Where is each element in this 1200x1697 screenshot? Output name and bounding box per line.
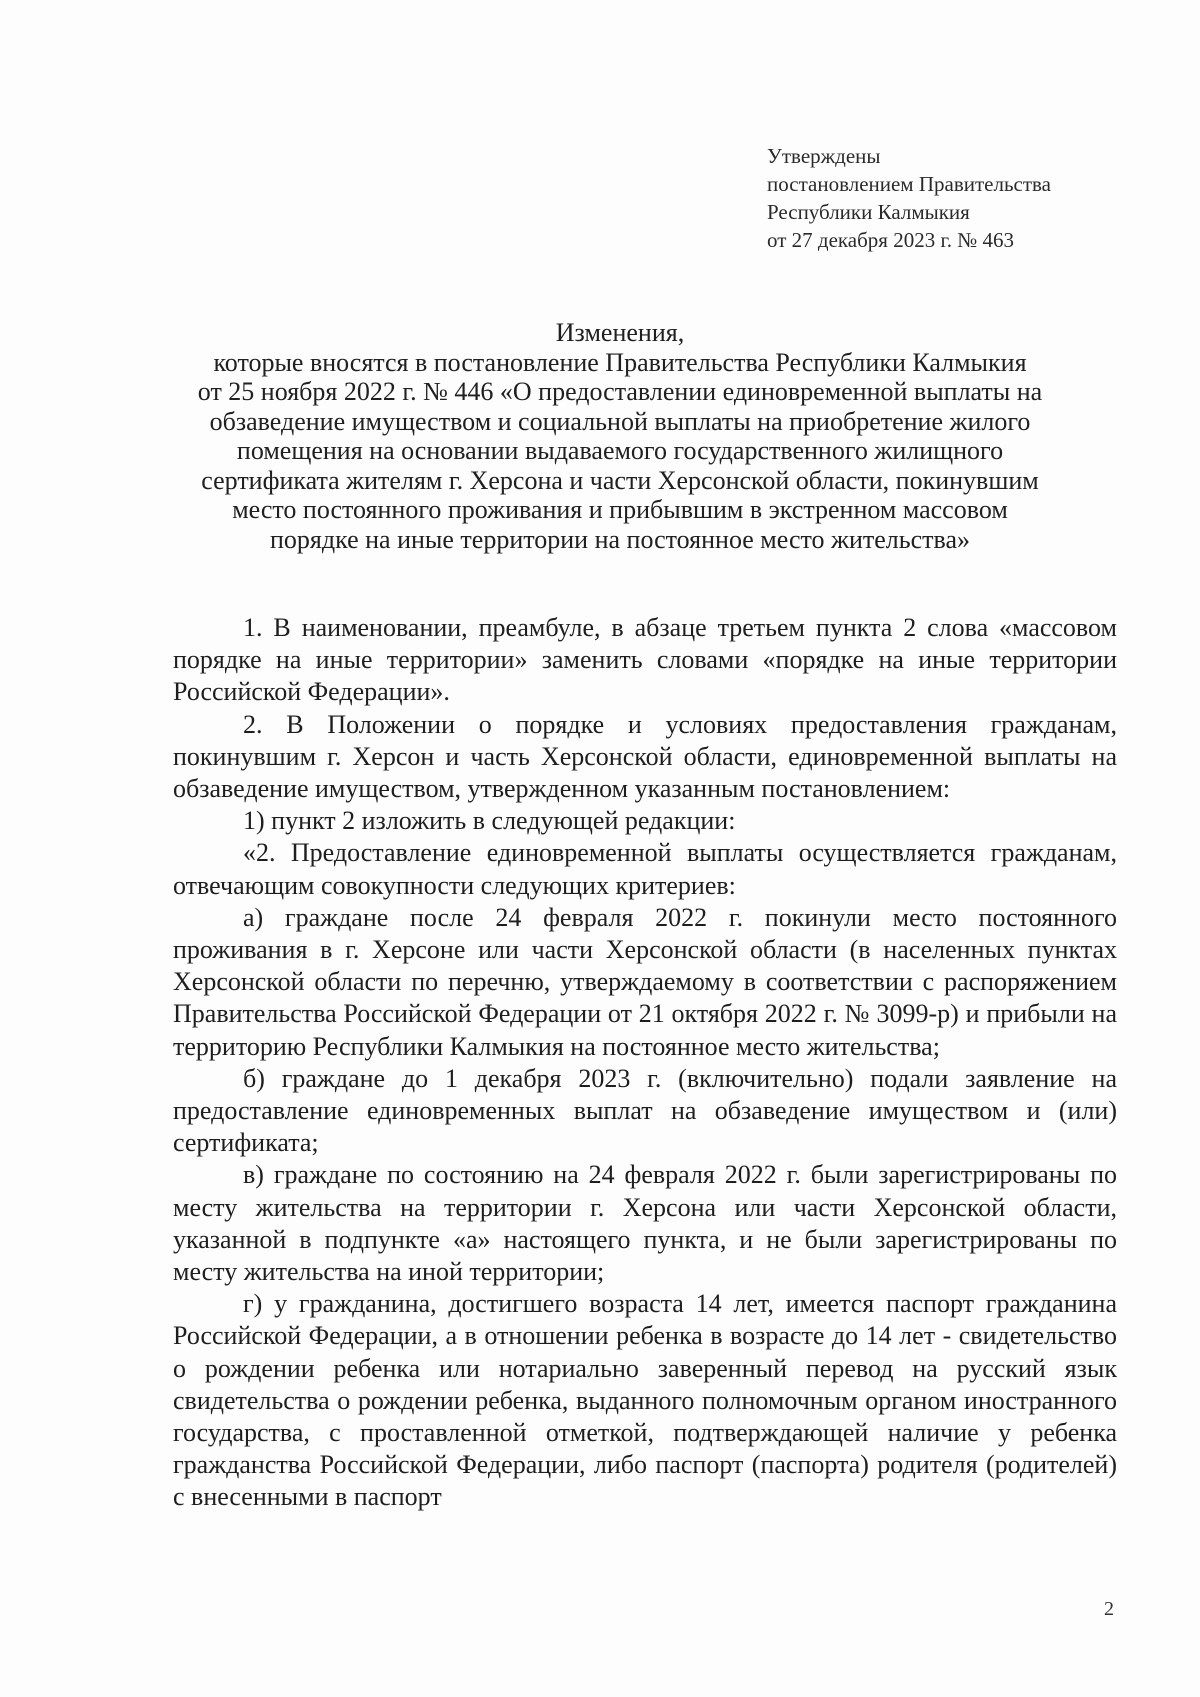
paragraph-criterion-v: в) граждане по состоянию на 24 февраля 2022 г. были зарегистрированы по месту жительства на территории г. Херсона или части Херсонской области, указанной в подпункте «а» настоящего пункта, и не были зарегистрированы по месту жительства на иной территории; (173, 1160, 1117, 1287)
title-line: от 25 ноября 2022 г. № 446 «О предоставлении единовременной выплаты на (197, 377, 1043, 406)
approval-line: Республики Калмыкия (767, 200, 970, 224)
title-line: помещения на основании выдаваемого государственного жилищного (236, 436, 1004, 465)
paragraph-item-1: 1. В наименовании, преамбуле, в абзаце третьем пункта 2 слова «массовом порядке на иные территории» заменить словами «порядке на иные территории Российской Федерации». (173, 613, 1117, 707)
title-heading: Изменения, (555, 318, 685, 347)
approval-date-line: от 27 декабря 2023 г. № 463 (767, 228, 1014, 252)
title-line: которые вносятся в постановление Правительства Республики Калмыкия (213, 347, 1027, 377)
approval-block (767, 142, 1051, 254)
title-line: обзаведение имуществом и социальной выплаты на приобретение жилого (209, 406, 1031, 436)
paragraph-criterion-b: б) граждане до 1 декабря 2023 г. (включительно) подали заявление на предоставление единовременных выплат на обзаведение имуществом и (или) сертификата; (173, 1063, 1117, 1158)
approval-line: Утверждены (767, 144, 881, 168)
document-title (160, 318, 1080, 554)
approval-line: постановлением Правительства (767, 172, 1052, 196)
paragraph-subitem-1: 1) пункт 2 изложить в следующей редакции: (243, 806, 736, 836)
paragraph-new-point-2: «2. Предоставление единовременной выплаты осуществляется гражданам, отвечающим совокупности следующих критериев: (173, 838, 1117, 900)
paragraph-item-2: 2. В Положении о порядке и условиях предоставления гражданам, покинувшим г. Херсон и часть Херсонской области, единовременной выплаты на обзаведение имуществом, утвержденном указанным постановлением: (173, 709, 1117, 804)
paragraph-criterion-g: г) у гражданина, достигшего возраста 14 лет, имеется паспорт гражданина Российской Федерации, а в отношении ребенка в возрасте до 14 лет - свидетельство о рождении ребенка или нотариально заверенный перевод на русский язык свидетельства о рождении ребенка, выданного полномочным органом иностранного государства, с проставленной отметкой, подтверждающей наличие у ребенка гражданства Российской Федерации, либо паспорт (паспорта) родителя (родителей) с внесенными в паспорт (173, 1289, 1117, 1512)
title-line: место постоянного проживания и прибывшим в экстренном массовом (232, 495, 1008, 524)
paragraph-criterion-a: а) граждане после 24 февраля 2022 г. покинули место постоянного проживания в г. Херсоне или части Херсонской области (в населенных пунктах Херсонской области по перечню, утверждаемому в соответствии с распоряжением Правительства Российской Федерации от 21 октября 2022 г. № 3099-р) и прибыли на территорию Республики Калмыкия на постоянное место жительства; (173, 902, 1117, 1061)
title-line: сертификата жителям г. Херсона и части Херсонской области, покинувшим (201, 465, 1039, 495)
document-body (173, 612, 1117, 1514)
page-number: 2 (1104, 1598, 1114, 1620)
title-line: порядке на иные территории на постоянное место жительства» (270, 524, 970, 554)
